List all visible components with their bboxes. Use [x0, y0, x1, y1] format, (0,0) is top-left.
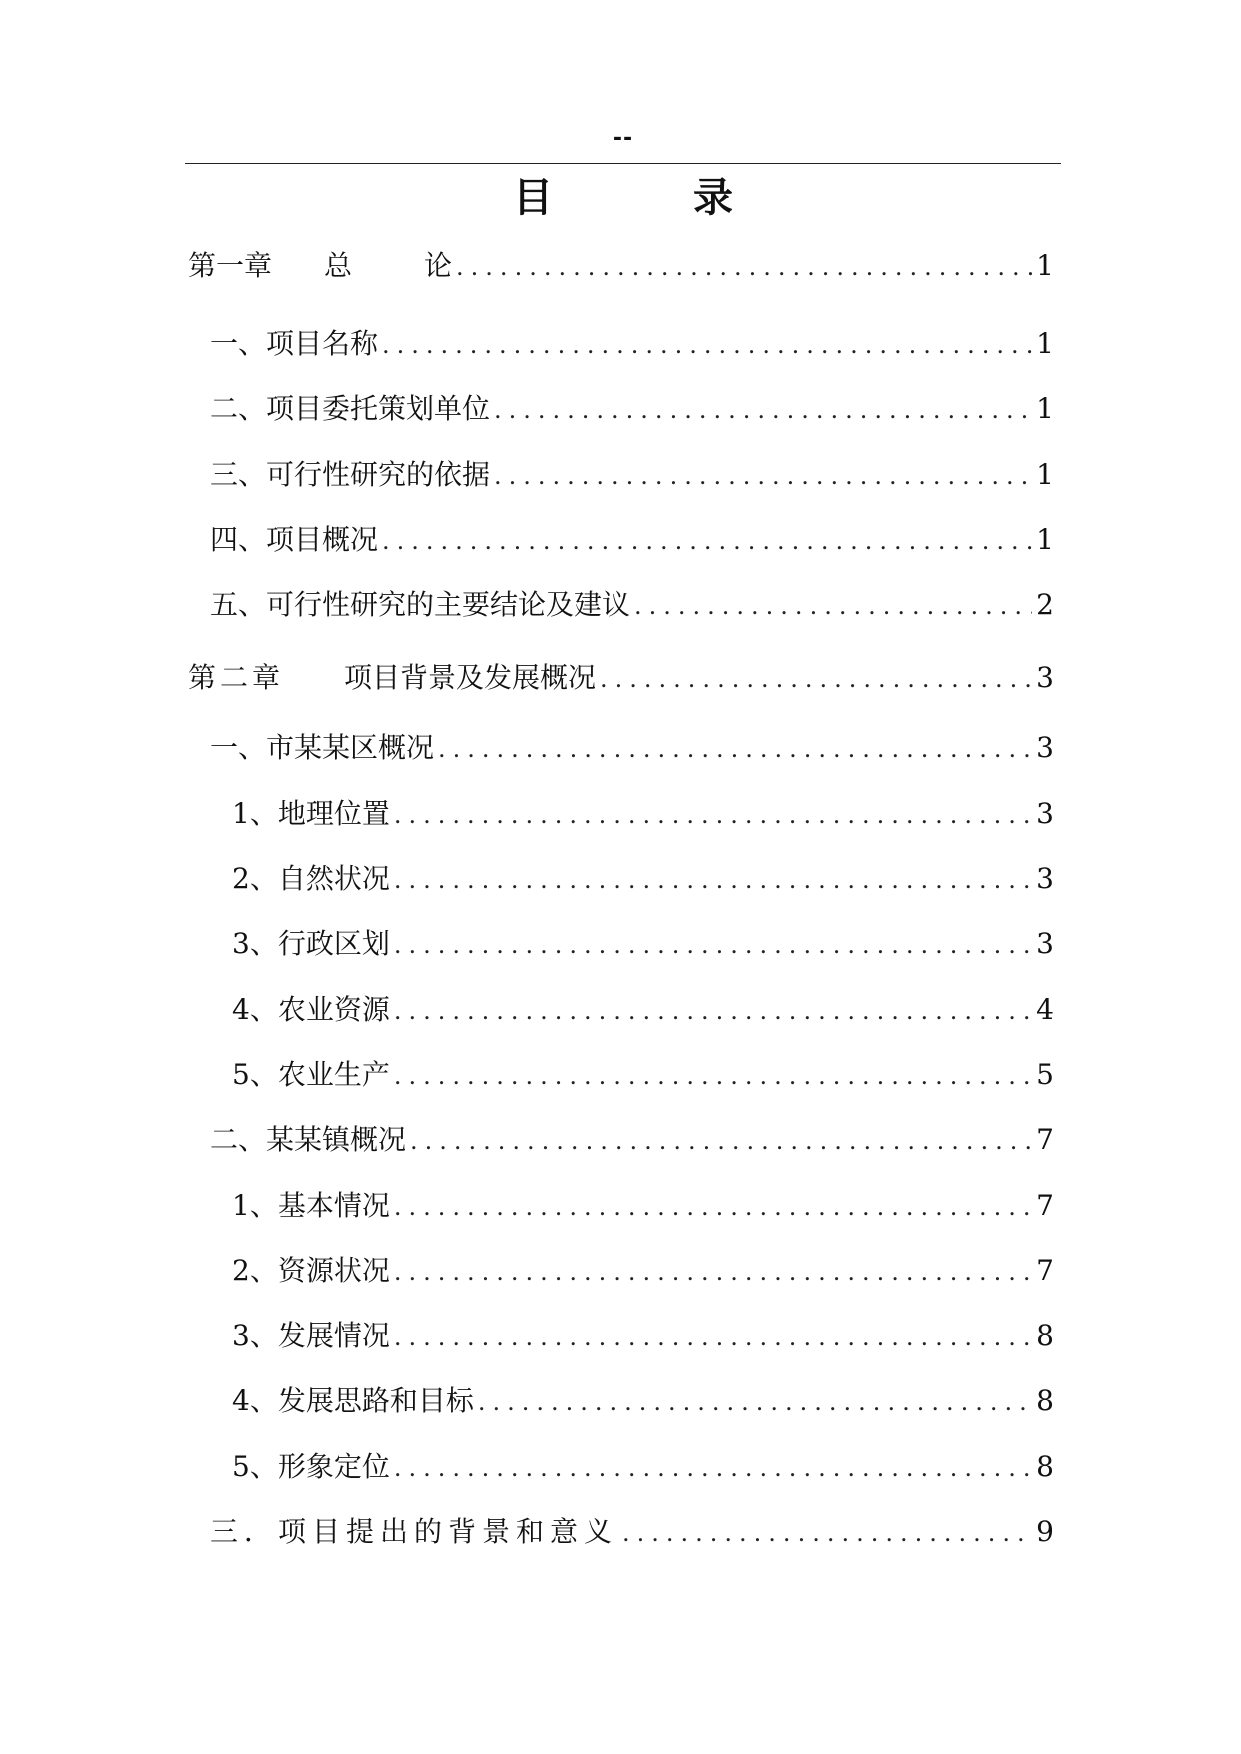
toc-entry-label: 四、项目概况: [210, 522, 379, 556]
toc-section[interactable]: [188, 522, 1054, 587]
toc-entry-label: 5、农业生产: [232, 1057, 390, 1091]
toc-section[interactable]: [188, 391, 1054, 456]
dot-leader: [494, 392, 1032, 428]
toc-page-number: 1: [1036, 249, 1054, 282]
dot-leader: [438, 731, 1032, 767]
toc-entry-label: 3、发展情况: [232, 1319, 390, 1353]
toc-subsection[interactable]: [188, 1318, 1054, 1383]
toc-entry-label: 2、资源状况: [232, 1253, 390, 1287]
toc-chapter-1[interactable]: [188, 248, 1054, 326]
toc-entry-label: 一、市某某区概况: [210, 731, 435, 765]
toc-page-number: 7: [1036, 1123, 1054, 1157]
toc-entry-label: 一、项目名称: [210, 327, 379, 360]
toc-section[interactable]: [188, 1514, 1054, 1579]
toc-page-number: 8: [1036, 1319, 1054, 1353]
dot-leader: [456, 249, 1032, 285]
dot-leader: [410, 1123, 1032, 1159]
toc-subsection[interactable]: [188, 1383, 1054, 1448]
toc-page-number: 1: [1036, 457, 1054, 491]
dot-leader: [382, 327, 1032, 363]
dot-leader: [622, 1515, 1032, 1551]
dot-leader: [394, 927, 1032, 963]
dot-leader: [634, 588, 1032, 624]
table-of-contents: [188, 248, 1054, 1579]
toc-page-number: 4: [1036, 992, 1054, 1026]
dot-leader: [394, 1319, 1032, 1355]
toc-entry-label: 三、可行性研究的依据: [210, 457, 491, 491]
dot-leader: [478, 1384, 1032, 1420]
dot-leader: [394, 1450, 1032, 1486]
dot-leader: [394, 797, 1032, 833]
toc-page-number: 7: [1036, 1188, 1054, 1222]
toc-entry-label: 1、地理位置: [232, 796, 390, 830]
toc-page-number: 3: [1036, 731, 1054, 765]
dot-leader: [394, 862, 1032, 898]
toc-page-number: 3: [1036, 927, 1054, 961]
toc-subsection[interactable]: [188, 926, 1054, 991]
toc-page-number: 5: [1036, 1057, 1054, 1091]
toc-subsection[interactable]: [188, 1253, 1054, 1318]
toc-entry-label: 第二章 项目背景及发展概况: [188, 661, 597, 695]
toc-entry-label: 三．项目提出的背景和意义: [210, 1515, 619, 1549]
toc-section[interactable]: [188, 1122, 1054, 1187]
dot-leader: [394, 1254, 1032, 1290]
toc-section[interactable]: [188, 457, 1054, 522]
toc-entry-label: 4、发展思路和目标: [232, 1384, 474, 1418]
toc-page-number: 1: [1036, 522, 1054, 556]
toc-title: 目 录: [513, 175, 783, 221]
toc-page-number: 8: [1036, 1449, 1054, 1483]
toc-page-number: 1: [1036, 327, 1054, 360]
toc-page-number: 3: [1036, 661, 1054, 695]
dot-leader: [494, 458, 1032, 494]
toc-section[interactable]: [188, 587, 1054, 652]
toc-page-number: 7: [1036, 1253, 1054, 1287]
toc-entry-label: 二、某某镇概况: [210, 1123, 407, 1157]
dot-leader: [600, 661, 1032, 697]
toc-entry-label: 第一章 总 论: [188, 249, 453, 282]
toc-section[interactable]: [188, 730, 1054, 795]
toc-page-number: 3: [1036, 862, 1054, 896]
toc-entry-label: 二、项目委托策划单位: [210, 392, 491, 426]
toc-entry-label: 3、行政区划: [232, 927, 390, 961]
toc-chapter-2[interactable]: [188, 652, 1054, 730]
dot-leader: [394, 993, 1032, 1029]
toc-entry-label: 1、基本情况: [232, 1188, 390, 1222]
toc-page-number: 2: [1036, 588, 1054, 622]
toc-page-number: 3: [1036, 796, 1054, 830]
toc-page-number: 8: [1036, 1384, 1054, 1418]
toc-entry-label: 2、自然状况: [232, 862, 390, 896]
toc-subsection[interactable]: [188, 1057, 1054, 1122]
toc-page-number: 1: [1036, 392, 1054, 426]
toc-entry-label: 4、农业资源: [232, 992, 390, 1026]
page-header-mark: --: [612, 126, 634, 151]
toc-page-number: 9: [1036, 1515, 1054, 1549]
dot-leader: [382, 523, 1032, 559]
toc-section[interactable]: [188, 326, 1054, 391]
toc-subsection[interactable]: [188, 1449, 1054, 1514]
toc-subsection[interactable]: [188, 992, 1054, 1057]
toc-subsection[interactable]: [188, 1188, 1054, 1253]
toc-subsection[interactable]: [188, 861, 1054, 926]
toc-entry-label: 5、形象定位: [232, 1449, 390, 1483]
header-divider: [185, 163, 1061, 164]
dot-leader: [394, 1189, 1032, 1225]
toc-entry-label: 五、可行性研究的主要结论及建议: [210, 588, 631, 622]
toc-subsection[interactable]: [188, 796, 1054, 861]
dot-leader: [394, 1058, 1032, 1094]
